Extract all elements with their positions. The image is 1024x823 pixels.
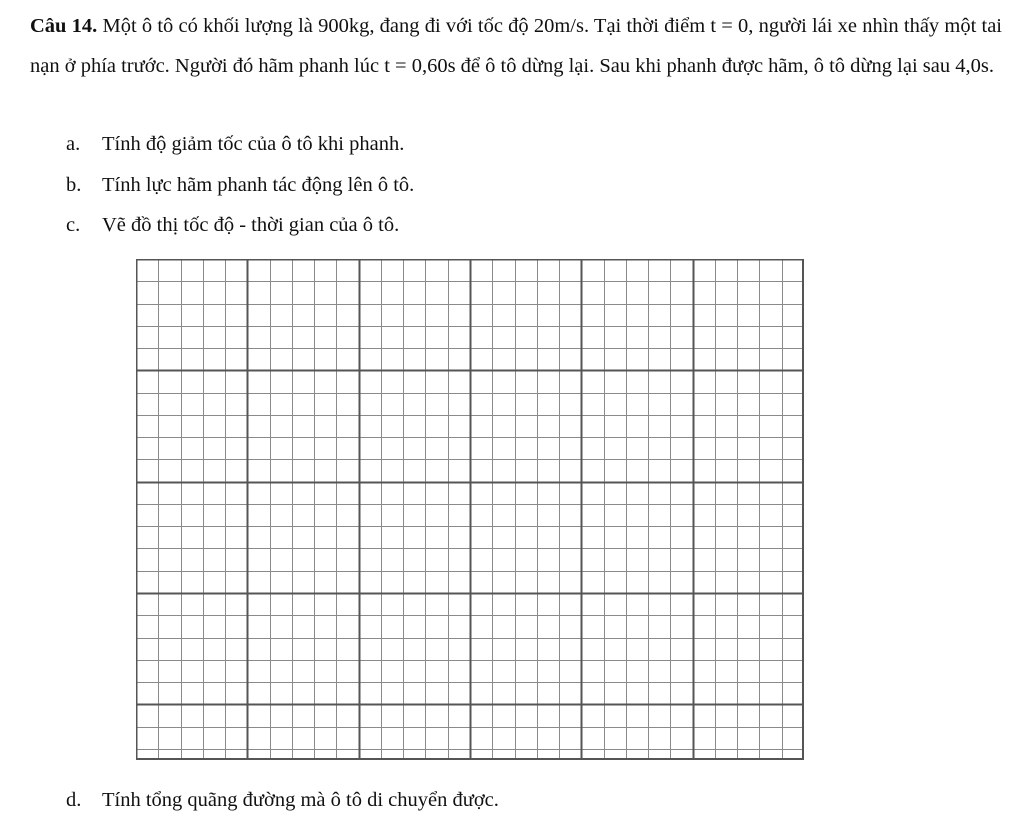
- sub-question-b: [66, 165, 414, 205]
- sub-question-marker: a.: [66, 133, 81, 155]
- sub-question-c: [66, 205, 399, 245]
- sub-question-marker: d.: [66, 789, 82, 811]
- sub-question-text: Tính lực hãm phanh tác động lên ô tô.: [102, 174, 415, 196]
- sub-question-text: Vẽ đồ thị tốc độ - thời gian của ô tô.: [102, 214, 400, 236]
- sub-question-a: [66, 124, 404, 164]
- sub-question-text: Tính tổng quãng đường mà ô tô di chuyển được.: [102, 789, 499, 811]
- problem-statement: [30, 6, 1002, 86]
- graph-paper: [136, 259, 804, 760]
- sub-question-marker: b.: [66, 174, 82, 196]
- question-number: Câu 14.: [30, 15, 98, 37]
- sub-question-text: Tính độ giảm tốc của ô tô khi phanh.: [102, 133, 405, 155]
- sub-question-d: [66, 780, 499, 820]
- graph-paper-grid: [136, 259, 804, 760]
- question-text: Một ô tô có khối lượng là 900kg, đang đi với tốc độ 20m/s. Tại thời điểm t = 0, người lái xe nhìn thấy một tai nạn ở phía trước. Người đó hãm phanh lúc t = 0,60s để ô tô dừng lại. Sau khi phanh được hãm, ô tô dừng lại sau 4,0s.: [30, 15, 1002, 77]
- sub-question-marker: c.: [66, 214, 81, 236]
